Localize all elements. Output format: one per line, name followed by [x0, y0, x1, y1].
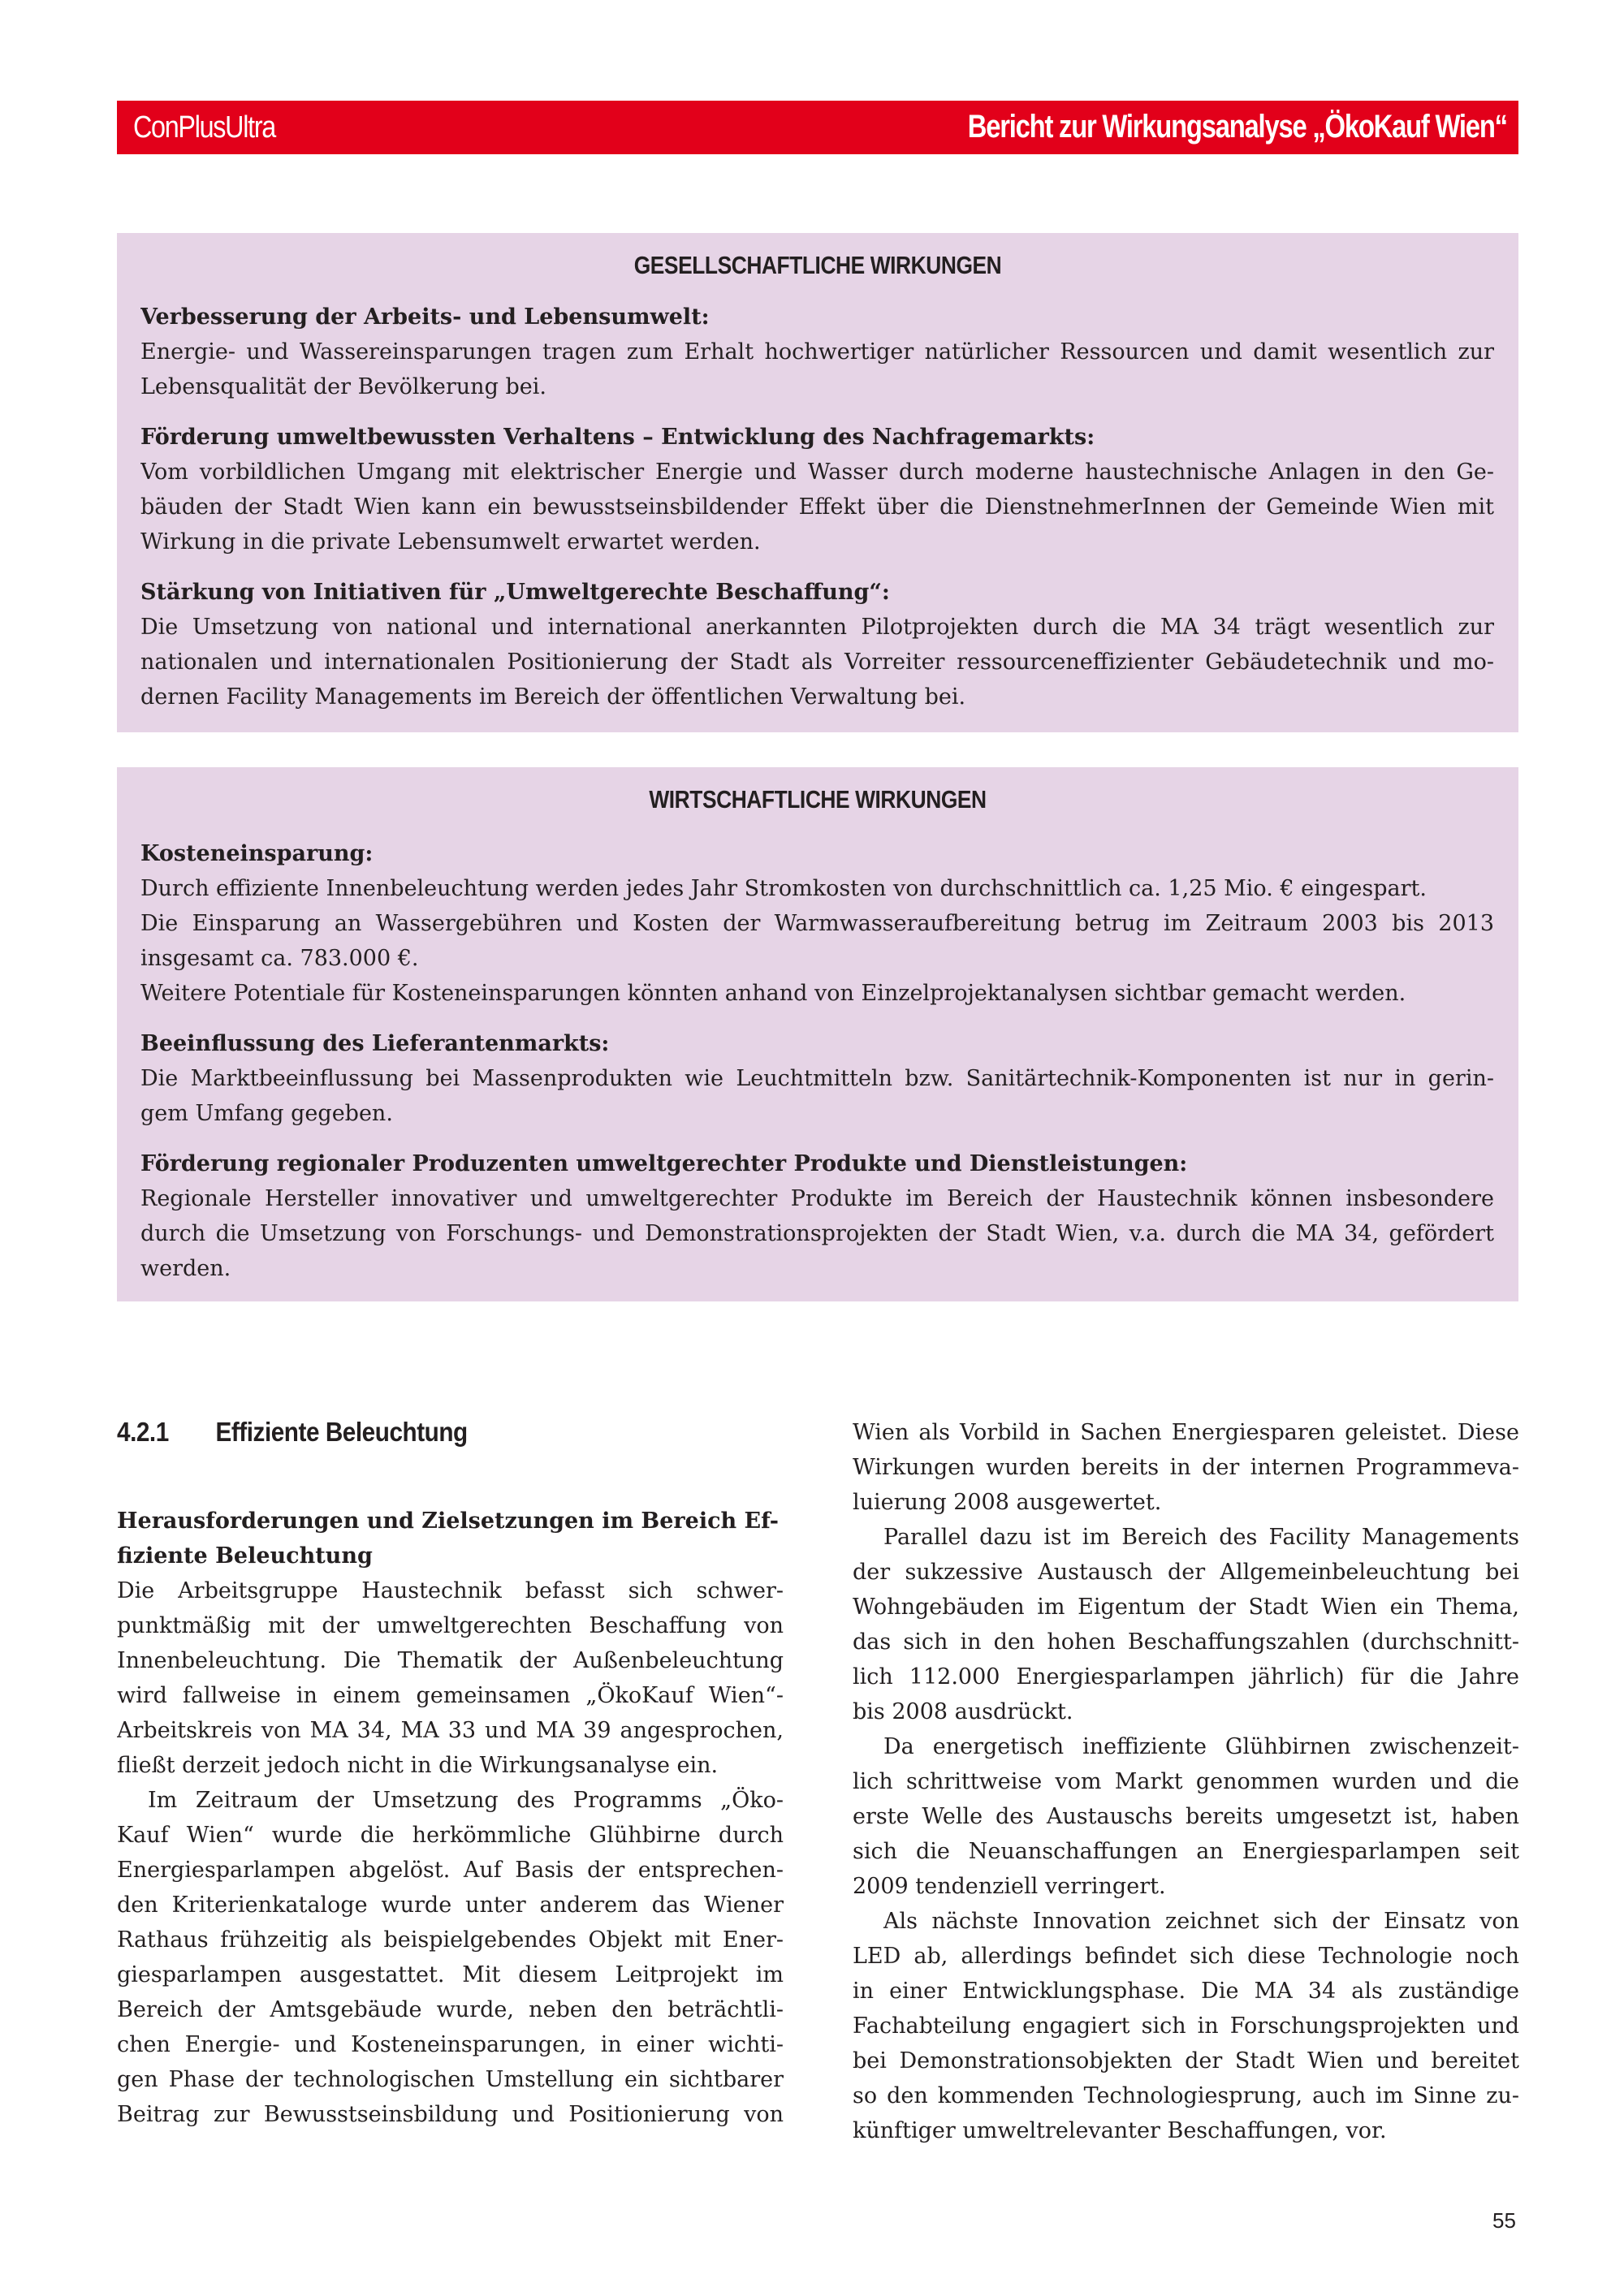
text-line: Fachabteilung engagiert sich in Forschungsprojekten und [853, 2013, 1519, 2039]
text-line: Wirkung in die private Lebensumwelt erwartet werden. [140, 529, 761, 555]
text-line: Kauf Wien“ wurde die herkömmliche Glühbirne durch [117, 1823, 784, 1848]
text-line: Wien als Vorbild in Sachen Energiesparen geleistet. Diese [853, 1420, 1519, 1445]
section-title: Effiziente Beleuchtung [215, 1417, 468, 1447]
text-line: Bereich der Amtsgebäude wurde, neben den beträchtli- [117, 1997, 784, 2022]
section-heading: Förderung umweltbewussten Verhaltens – Entwicklung des Nachfragemarkts: [140, 425, 1095, 450]
box-section [140, 1026, 1494, 1131]
text-line: bis 2008 ausdrückt. [853, 1699, 1073, 1724]
box-title: WIRTSCHAFTLICHE WIRKUNGEN [649, 785, 987, 814]
text-line: Energie- und Wassereinsparungen tragen zum Erhalt hochwertiger natürlicher Ressourcen und damit wesentlich zur [140, 339, 1494, 365]
text-line: der sukzessive Austausch der Allgemeinbeleuchtung bei [853, 1560, 1519, 1585]
section-heading: Verbesserung der Arbeits- und Lebensumwelt: [140, 304, 710, 330]
text-line: Weitere Potentiale für Kosteneinsparungen könnten anhand von Einzelprojektanalysen sichtbar gemacht werden. [140, 981, 1406, 1006]
subheading-line: Herausforderungen und Zielsetzungen im Bereich Ef- [117, 1508, 779, 1534]
box-section [140, 300, 1494, 404]
box-section [140, 836, 1494, 1011]
text-line: künftiger umweltrelevanter Beschaffungen, vor. [853, 2118, 1387, 2143]
section-heading: Beeinflussung des Lieferantenmarkts: [140, 1031, 610, 1056]
text-line: Vom vorbildlichen Umgang mit elektrischer Energie und Wasser durch moderne haustechnische Anlagen in den Ge- [140, 460, 1494, 485]
box-economic-effects [117, 767, 1518, 1301]
text-line: nationalen und internationalen Positionierung der Stadt als Vorreiter ressourceneffizienter Gebäudetechnik und mo- [140, 650, 1494, 675]
text-line: wird fallweise in einem gemeinsamen „ÖkoKauf Wien“- [117, 1683, 784, 1708]
text-line: Im Zeitraum der Umsetzung des Programms „Öko- [148, 1788, 784, 1813]
text-line: gen Phase der technologischen Umstellung ein sichtbarer [117, 2067, 784, 2092]
text-line: Parallel dazu ist im Bereich des Facility Managements [883, 1525, 1519, 1550]
section-heading [117, 1417, 468, 1448]
text-line: sich die Neuanschaffungen an Energiesparlampen seit [853, 1839, 1519, 1864]
box-social-effects [117, 233, 1518, 732]
box-title: GESELLSCHAFTLICHE WIRKUNGEN [633, 251, 1002, 279]
text-line: den Kriterienkataloge wurde unter anderem das Wiener [117, 1892, 784, 1918]
text-line: lich schrittweise vom Markt genommen wurden und die [853, 1769, 1519, 1794]
text-line: Innenbeleuchtung. Die Thematik der Außenbeleuchtung [117, 1648, 784, 1673]
text-line: bei Demonstrationsobjekten der Stadt Wien und bereitet [853, 2048, 1519, 2074]
text-line: dernen Facility Managements im Bereich der öffentlichen Verwaltung bei. [140, 684, 966, 710]
box-section [140, 420, 1494, 559]
text-line: Lebensqualität der Bevölkerung bei. [140, 374, 546, 399]
text-line: insgesamt ca. 783.000 €. [140, 946, 419, 971]
text-line: giesparlampen ausgestattet. Mit diesem Leitprojekt im [117, 1962, 784, 1987]
section-heading: Kosteneinsparung: [140, 841, 374, 866]
text-line: chen Energie- und Kosteneinsparungen, in einer wichti- [117, 2032, 784, 2057]
text-line: Die Marktbeeinflussung bei Massenprodukten wie Leuchtmitteln bzw. Sanitärtechnik-Komponenten ist nur in gerin- [140, 1066, 1494, 1091]
page-number: 55 [1492, 2208, 1516, 2233]
text-line: punktmäßig mit der umweltgerechten Beschaffung von [117, 1613, 784, 1638]
text-line: Wirkungen wurden bereits in der internen Programmeva- [853, 1455, 1519, 1480]
text-line: LED ab, allerdings befindet sich diese Technologie noch [853, 1944, 1519, 1969]
box-body [140, 300, 1494, 714]
box-section [140, 575, 1494, 714]
box-body [140, 836, 1494, 1286]
text-line: bäuden der Stadt Wien kann ein bewusstseinsbildender Effekt über die DienstnehmerInnen der Gemeinde Wien mit [140, 494, 1494, 520]
box-section [140, 1146, 1494, 1286]
text-line: luierung 2008 ausgewertet. [853, 1490, 1162, 1515]
text-line: erste Welle des Austauschs bereits umgesetzt ist, haben [853, 1804, 1519, 1829]
left-column [117, 1504, 784, 2132]
right-column [853, 1415, 1519, 2148]
subheading-line: fiziente Beleuchtung [117, 1543, 373, 1569]
text-line: Die Arbeitsgruppe Haustechnik befasst sich schwer- [117, 1578, 784, 1603]
text-line: Wohngebäuden im Eigentum der Stadt Wien ein Thema, [853, 1595, 1519, 1620]
running-header [117, 101, 1518, 154]
text-line: Beitrag zur Bewusstseinsbildung und Positionierung von [117, 2102, 784, 2127]
brand-name: ConPlusUltra [133, 110, 275, 145]
text-line: 2009 tendenziell verringert. [853, 1874, 1166, 1899]
text-line: Arbeitskreis von MA 34, MA 33 und MA 39 angesprochen, [117, 1718, 784, 1743]
text-line: Energiesparlampen abgelöst. Auf Basis der entsprechen- [117, 1858, 784, 1883]
text-line: das sich in den hohen Beschaffungszahlen (durchschnitt- [853, 1629, 1519, 1655]
text-line: lich 112.000 Energiesparlampen jährlich) für die Jahre [853, 1664, 1519, 1690]
text-line: Die Umsetzung von national und international anerkannten Pilotprojekten durch die MA 34 trägt wesentlich zur [140, 615, 1494, 640]
text-line: so den kommenden Technologiesprung, auch im Sinne zu- [853, 2083, 1519, 2108]
text-line: gem Umfang gegeben. [140, 1101, 393, 1126]
text-line: Rathaus frühzeitig als beispielgebendes Objekt mit Ener- [117, 1927, 784, 1953]
text-line: fließt derzeit jedoch nicht in die Wirkungsanalyse ein. [117, 1753, 719, 1778]
text-line: Da energetisch ineffiziente Glühbirnen zwischenzeit- [883, 1734, 1519, 1759]
section-heading: Stärkung von Initiativen für „Umweltgerechte Beschaffung“: [140, 580, 890, 605]
document-title: Bericht zur Wirkungsanalyse „ÖkoKauf Wien“ [967, 109, 1507, 145]
text-line: Als nächste Innovation zeichnet sich der Einsatz von [883, 1909, 1519, 1934]
section-number: 4.2.1 [117, 1417, 169, 1447]
text-line: werden. [140, 1256, 231, 1281]
text-line: Die Einsparung an Wassergebühren und Kosten der Warmwasseraufbereitung betrug im Zeitraum 2003 bis 2013 [140, 911, 1494, 936]
text-line: in einer Entwicklungsphase. Die MA 34 als zuständige [853, 1979, 1519, 2004]
text-line: durch die Umsetzung von Forschungs- und Demonstrationsprojekten der Stadt Wien, v.a. durch die MA 34, gefördert [140, 1221, 1494, 1246]
text-line: Regionale Hersteller innovativer und umweltgerechter Produkte im Bereich der Haustechnik können insbesondere [140, 1186, 1494, 1211]
section-heading: Förderung regionaler Produzenten umweltgerechter Produkte und Dienstleistungen: [140, 1151, 1188, 1176]
text-line: Durch effiziente Innenbeleuchtung werden jedes Jahr Stromkosten von durchschnittlich ca. 1,25 Mio. € eingespart. [140, 876, 1427, 901]
